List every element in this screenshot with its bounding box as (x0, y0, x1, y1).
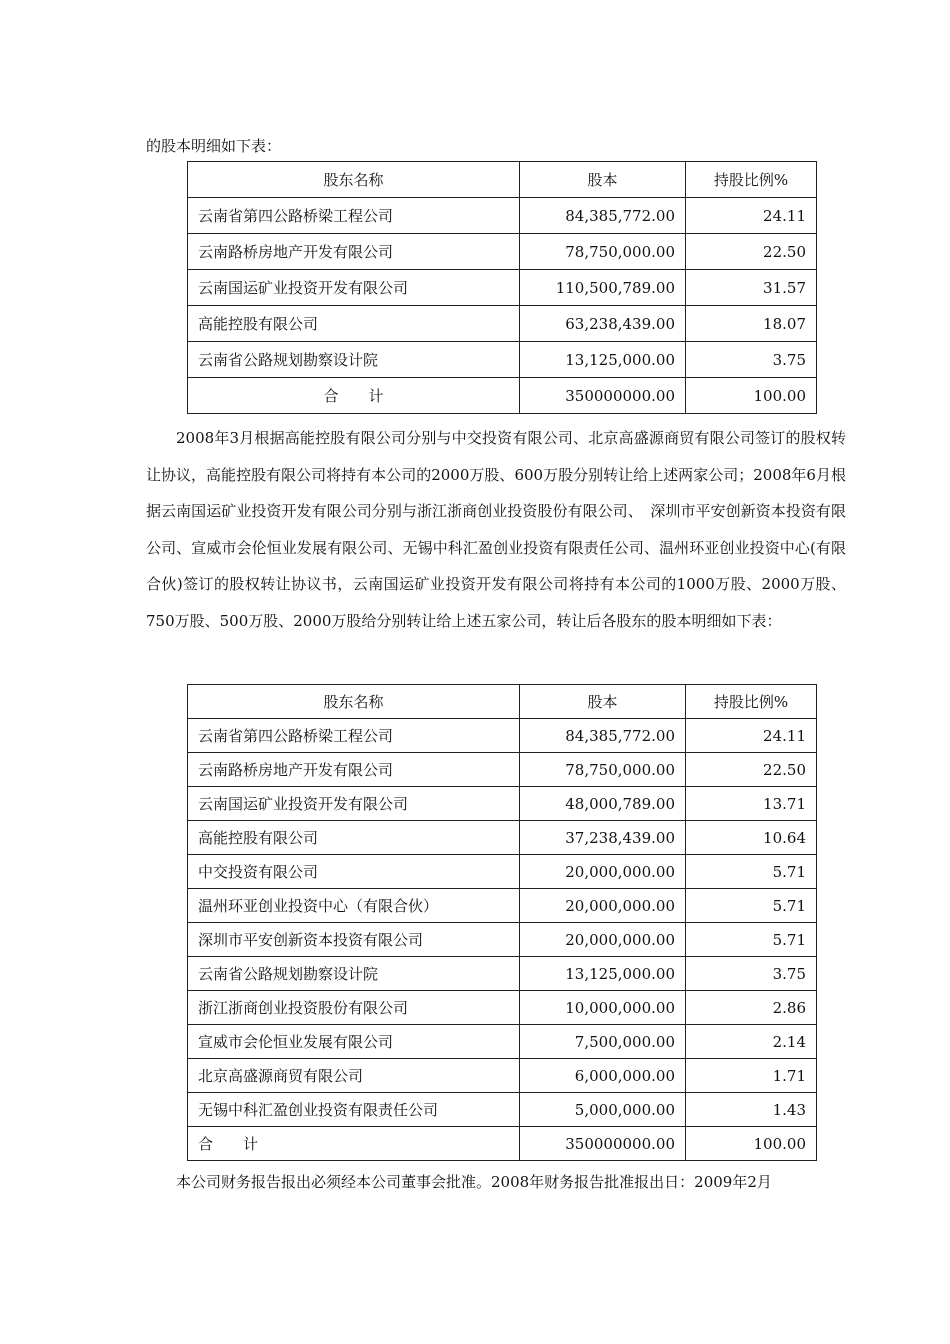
shareholder-name-cell: 无锡中科汇盈创业投资有限责任公司 (188, 1093, 520, 1127)
share-ratio-cell: 3.75 (686, 342, 817, 378)
share-capital-cell: 20,000,000.00 (520, 889, 686, 923)
share-ratio-cell: 24.11 (686, 198, 817, 234)
shareholder-name-cell: 云南省第四公路桥梁工程公司 (188, 719, 520, 753)
share-ratio-cell: 22.50 (686, 753, 817, 787)
share-capital-cell: 48,000,789.00 (520, 787, 686, 821)
share-ratio-cell: 13.71 (686, 787, 817, 821)
total-capital-cell: 350000000.00 (520, 1127, 686, 1161)
table-row (188, 991, 817, 1025)
shareholder-name-cell: 温州环亚创业投资中心（有限合伙） (188, 889, 520, 923)
shareholder-name-cell: 深圳市平安创新资本投资有限公司 (188, 923, 520, 957)
table-row (188, 787, 817, 821)
approval-paragraph: 本公司财务报告报出必须经本公司董事会批准。2008年财务报告批准报出日：2009年2月 (176, 1173, 772, 1191)
total-ratio-cell: 100.00 (686, 1127, 817, 1161)
table-row (188, 923, 817, 957)
header-share-capital: 股本 (520, 162, 686, 198)
total-capital-cell: 350000000.00 (520, 378, 686, 414)
total-ratio-cell: 100.00 (686, 378, 817, 414)
table-row (188, 855, 817, 889)
shareholder-table-before (187, 161, 817, 414)
share-ratio-cell: 18.07 (686, 306, 817, 342)
header-share-ratio: 持股比例% (686, 685, 817, 719)
share-capital-cell: 78,750,000.00 (520, 234, 686, 270)
share-ratio-cell: 31.57 (686, 270, 817, 306)
share-ratio-cell: 24.11 (686, 719, 817, 753)
transfer-paragraph: 2008年3月根据高能控股有限公司分别与中交投资有限公司、北京高盛源商贸有限公司签订的股权转让协议，高能控股有限公司将持有本公司的2000万股、600万股分别转让给上述两家公司；2008年6月根据云南国运矿业投资开发有限公司分别与浙江浙商创业投资股份有限公司、 深圳市平安创新资本投资有限公司、宣威市会伦恒业发展有限公司、无锡中科汇盈创业投资有限责任公司、温州环亚创业投资中心(有限合伙)签订的股权转让协议书，云南国运矿业投资开发有限公司将持有本公司的1000万股、2000万股、750万股、500万股、2000万股给分别转让给上述五家公司，转让后各股东的股本明细如下表： (146, 429, 846, 630)
share-capital-cell: 84,385,772.00 (520, 198, 686, 234)
table-body (188, 719, 817, 1161)
table-row (188, 342, 817, 378)
shareholder-table-after (187, 684, 817, 1161)
share-capital-cell: 13,125,000.00 (520, 342, 686, 378)
table-row (188, 234, 817, 270)
table-row (188, 1093, 817, 1127)
shareholder-name-cell: 云南国运矿业投资开发有限公司 (188, 270, 520, 306)
share-ratio-cell: 5.71 (686, 889, 817, 923)
share-capital-cell: 13,125,000.00 (520, 957, 686, 991)
shareholder-name-cell: 中交投资有限公司 (188, 855, 520, 889)
header-share-capital: 股本 (520, 685, 686, 719)
table-row (188, 1025, 817, 1059)
table-row (188, 821, 817, 855)
share-capital-cell: 20,000,000.00 (520, 855, 686, 889)
total-label-cell: 合 计 (188, 1127, 520, 1161)
share-ratio-cell: 22.50 (686, 234, 817, 270)
share-ratio-cell: 1.43 (686, 1093, 817, 1127)
shareholder-name-cell: 高能控股有限公司 (188, 306, 520, 342)
header-shareholder-name: 股东名称 (188, 685, 520, 719)
share-ratio-cell: 10.64 (686, 821, 817, 855)
share-capital-cell: 10,000,000.00 (520, 991, 686, 1025)
share-ratio-cell: 3.75 (686, 957, 817, 991)
table-total-row (188, 1127, 817, 1161)
table-row (188, 198, 817, 234)
shareholder-name-cell: 云南路桥房地产开发有限公司 (188, 753, 520, 787)
shareholder-name-cell: 云南省第四公路桥梁工程公司 (188, 198, 520, 234)
table-row (188, 306, 817, 342)
share-ratio-cell: 5.71 (686, 855, 817, 889)
table-body (188, 198, 817, 414)
shareholder-name-cell: 高能控股有限公司 (188, 821, 520, 855)
shareholder-name-cell: 云南路桥房地产开发有限公司 (188, 234, 520, 270)
share-ratio-cell: 2.14 (686, 1025, 817, 1059)
share-capital-cell: 5,000,000.00 (520, 1093, 686, 1127)
header-share-ratio: 持股比例% (686, 162, 817, 198)
shareholder-name-cell: 云南国运矿业投资开发有限公司 (188, 787, 520, 821)
total-label-cell: 合 计 (188, 378, 520, 414)
table-row (188, 270, 817, 306)
table-row (188, 719, 817, 753)
share-capital-cell: 37,238,439.00 (520, 821, 686, 855)
shareholder-name-cell: 北京高盛源商贸有限公司 (188, 1059, 520, 1093)
table-total-row (188, 378, 817, 414)
intro-text: 的股本明细如下表： (146, 137, 282, 155)
share-capital-cell: 6,000,000.00 (520, 1059, 686, 1093)
table-row (188, 889, 817, 923)
table-row (188, 1059, 817, 1093)
share-capital-cell: 7,500,000.00 (520, 1025, 686, 1059)
share-ratio-cell: 1.71 (686, 1059, 817, 1093)
shareholder-name-cell: 宣威市会伦恒业发展有限公司 (188, 1025, 520, 1059)
share-ratio-cell: 5.71 (686, 923, 817, 957)
shareholder-name-cell: 云南省公路规划勘察设计院 (188, 957, 520, 991)
share-capital-cell: 110,500,789.00 (520, 270, 686, 306)
table-header-row (188, 685, 817, 719)
shareholder-name-cell: 云南省公路规划勘察设计院 (188, 342, 520, 378)
share-ratio-cell: 2.86 (686, 991, 817, 1025)
shareholder-name-cell: 浙江浙商创业投资股份有限公司 (188, 991, 520, 1025)
table-row (188, 957, 817, 991)
table-row (188, 753, 817, 787)
share-capital-cell: 63,238,439.00 (520, 306, 686, 342)
share-capital-cell: 20,000,000.00 (520, 923, 686, 957)
share-capital-cell: 78,750,000.00 (520, 753, 686, 787)
header-shareholder-name: 股东名称 (188, 162, 520, 198)
table-header-row (188, 162, 817, 198)
share-capital-cell: 84,385,772.00 (520, 719, 686, 753)
